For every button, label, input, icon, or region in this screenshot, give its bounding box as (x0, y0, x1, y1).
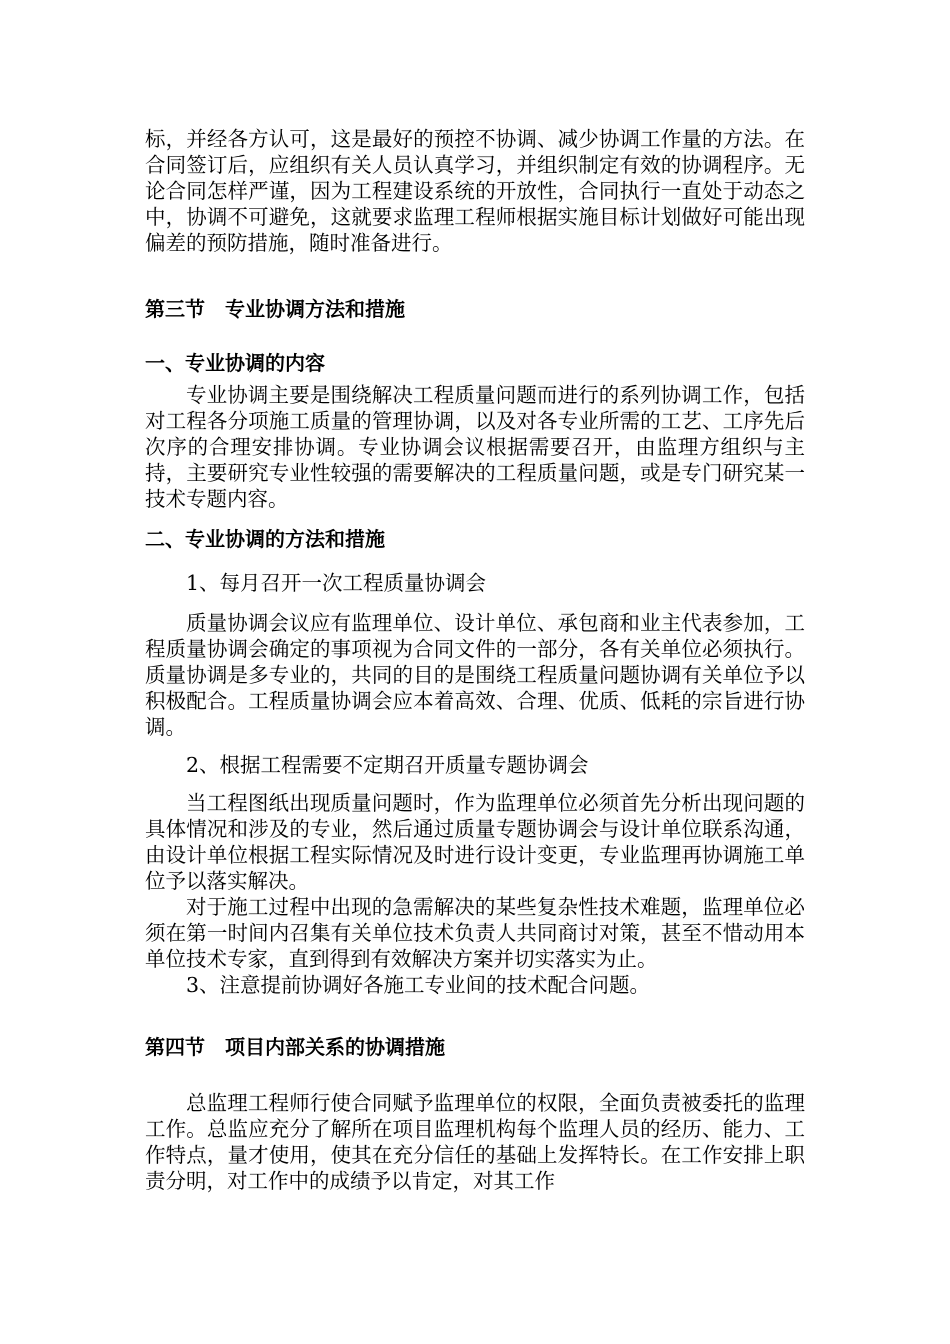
list-item-2: 2、根据工程需要不定期召开质量专题协调会 (186, 753, 589, 777)
section-3-subheading-2: 二、专业协调的方法和措施 (145, 527, 385, 551)
section-4-title: 第四节 项目内部关系的协调措施 (145, 1035, 445, 1059)
list-item-2-paragraph-a: 当工程图纸出现质量问题时，作为监理单位必须首先分析出现问题的具体情况和涉及的专业，然后通过质量专题协调会与设计单位联系沟通，由设计单位根据工程实际情况及时进行设计变更，专业监理再协调施工单位予以落实解决。 (145, 791, 805, 893)
list-item-2-paragraph-b: 对于施工过程中出现的急需解决的某些复杂性技术难题，监理单位必须在第一时间内召集有关单位技术负责人共同商讨对策，甚至不惜动用本单位技术专家，直到得到有效解决方案并切实落实为止。 (145, 895, 805, 971)
section-3-subheading-1: 一、专业协调的内容 (145, 351, 325, 375)
intro-paragraph: 标，并经各方认可，这是最好的预控不协调、减少协调工作量的方法。在合同签订后，应组织有关人员认真学习，并组织制定有效的协调程序。无论合同怎样严谨，因为工程建设系统的开放性，合同执行一直处于动态之中，协调不可避免，这就要求监理工程师根据实施目标计划做好可能出现偏差的预防措施，随时准备进行。 (145, 127, 805, 255)
section-3-title: 第三节 专业协调方法和措施 (145, 297, 405, 321)
section-3-paragraph-1: 专业协调主要是围绕解决工程质量问题而进行的系列协调工作，包括对工程各分项施工质量的管理协调，以及对各专业所需的工艺、工序先后次序的合理安排协调。专业协调会议根据需要召开，由监理方组织与主持，主要研究专业性较强的需要解决的工程质量问题，或是专门研究某一技术专题内容。 (145, 383, 805, 511)
document-body (145, 126, 805, 1194)
list-item-1-paragraph: 质量协调会议应有监理单位、设计单位、承包商和业主代表参加，工程质量协调会确定的事项视为合同文件的一部分，各有关单位必须执行。质量协调是多专业的，共同的目的是围绕工程质量问题协调有关单位予以积极配合。工程质量协调会应本着高效、合理、优质、低耗的宗旨进行协调。 (145, 611, 805, 739)
section-4-paragraph: 总监理工程师行使合同赋予监理单位的权限，全面负责被委托的监理工作。总监应充分了解所在项目监理机构每个监理人员的经历、能力、工作特点，量才使用，使其在充分信任的基础上发挥特长。在工作安排上职责分明，对工作中的成绩予以肯定，对其工作 (145, 1091, 805, 1193)
list-item-3: 3、注意提前协调好各施工专业间的技术配合问题。 (186, 973, 651, 997)
list-item-1: 1、每月召开一次工程质量协调会 (186, 571, 487, 595)
